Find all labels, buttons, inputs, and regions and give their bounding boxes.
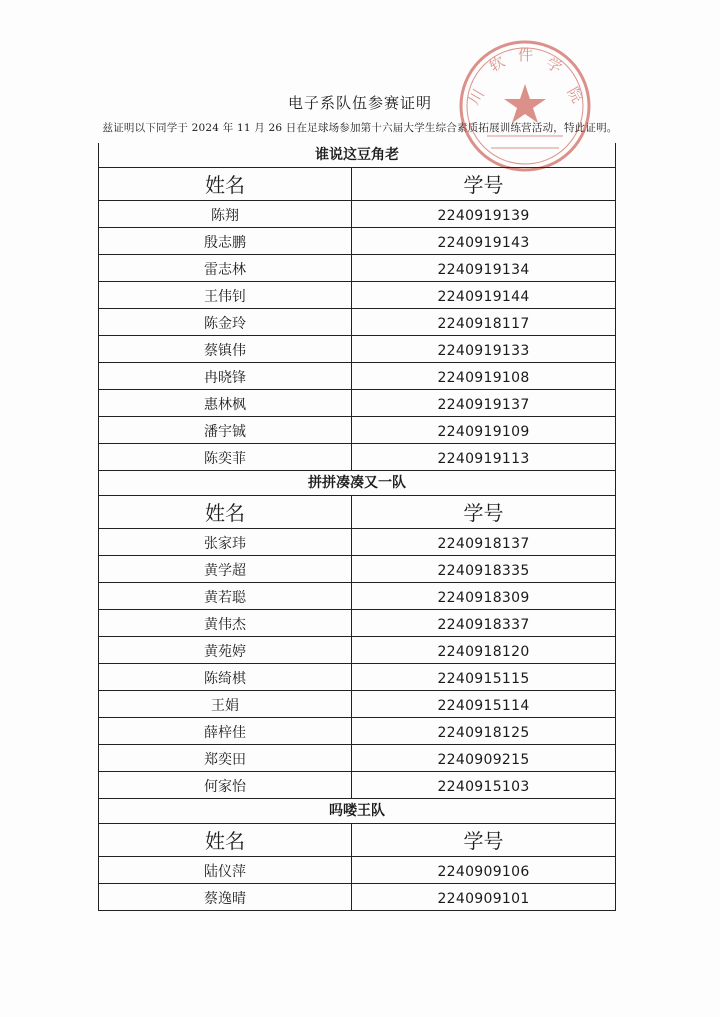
table-row: [99, 390, 615, 417]
svg-text:学: 学: [543, 53, 566, 77]
table-row: [99, 336, 615, 363]
column-header-name: 姓名: [99, 824, 352, 856]
member-name: 冉晓锋: [99, 363, 352, 389]
table-row: [99, 884, 615, 910]
column-header-student-id: 学号: [463, 501, 504, 525]
member-student-id: 2240919113: [437, 451, 530, 467]
svg-text:川: 川: [464, 85, 488, 108]
member-student-id: 2240909106: [437, 864, 530, 880]
team-name: 吗喽王队: [99, 799, 615, 824]
member-student-id: 2240919137: [437, 397, 530, 413]
member-student-id: 2240919109: [437, 424, 530, 440]
team-name: 拼拼凑凑又一队: [99, 471, 615, 496]
member-student-id: 2240909101: [437, 891, 530, 907]
member-student-id: 2240919134: [437, 262, 530, 278]
member-name: 蔡逸晴: [99, 884, 352, 910]
member-name: 张家玮: [99, 529, 352, 555]
member-name: 殷志鹏: [99, 228, 352, 254]
team-roster-table: [98, 143, 616, 911]
member-name: 陆仪萍: [99, 857, 352, 883]
column-header-student-id: 学号: [463, 173, 504, 197]
table-row: [99, 309, 615, 336]
certification-statement: 兹证明以下同学于 2024 年 11 月 26 日在足球场参加第十六届大学生综合素质拓展训练营活动，特此证明。: [102, 122, 618, 134]
table-row: [99, 444, 615, 471]
member-name: 潘宇铖: [99, 417, 352, 443]
member-name: 蔡镇伟: [99, 336, 352, 362]
table-row: [99, 255, 615, 282]
member-student-id: 2240918120: [437, 644, 530, 660]
member-name: 黄伟杰: [99, 610, 352, 636]
table-row: [99, 664, 615, 691]
team-name: 谁说这豆角老: [99, 143, 615, 168]
member-student-id: 2240919133: [437, 343, 530, 359]
member-name: 惠林枫: [99, 390, 352, 416]
table-row: [99, 201, 615, 228]
member-student-id: 2240918117: [437, 316, 530, 332]
member-name: 黄学超: [99, 556, 352, 582]
table-row: [99, 583, 615, 610]
member-name: 王伟钊: [99, 282, 352, 308]
member-student-id: 2240918125: [437, 725, 530, 741]
table-header-row: [99, 168, 615, 201]
document-title: 电子系队伍参赛证明: [287, 94, 432, 112]
table-row: [99, 857, 615, 884]
member-name: 雷志林: [99, 255, 352, 281]
svg-text:院: 院: [563, 84, 587, 107]
member-student-id: 2240918337: [437, 617, 530, 633]
table-header-row: [99, 824, 615, 857]
member-student-id: 2240918137: [437, 536, 530, 552]
table-row: [99, 363, 615, 390]
member-name: 黄苑婷: [99, 637, 352, 663]
table-row: [99, 417, 615, 444]
table-row: [99, 282, 615, 309]
table-header-row: [99, 496, 615, 529]
table-row: [99, 772, 615, 799]
table-row: [99, 745, 615, 772]
table-row: [99, 529, 615, 556]
table-row: [99, 228, 615, 255]
star-icon: [504, 84, 546, 123]
table-row: [99, 691, 615, 718]
member-student-id: 2240919108: [437, 370, 530, 386]
table-row: [99, 610, 615, 637]
member-student-id: 2240919144: [437, 289, 530, 305]
svg-text:软: 软: [486, 52, 509, 76]
table-row: [99, 556, 615, 583]
member-name: 薛梓佳: [99, 718, 352, 744]
column-header-student-id: 学号: [463, 829, 504, 853]
member-student-id: 2240919139: [437, 208, 530, 224]
svg-text:件: 件: [518, 46, 534, 64]
table-row: [99, 637, 615, 664]
column-header-name: 姓名: [99, 496, 352, 528]
member-name: 黄若聪: [99, 583, 352, 609]
member-student-id: 2240915114: [437, 698, 530, 714]
member-student-id: 2240918335: [437, 563, 530, 579]
member-name: 郑奕田: [99, 745, 352, 771]
member-student-id: 2240918309: [437, 590, 530, 606]
member-name: 陈绮棋: [99, 664, 352, 690]
column-header-name: 姓名: [99, 168, 352, 200]
member-student-id: 2240915103: [437, 779, 530, 795]
member-student-id: 2240919143: [437, 235, 530, 251]
member-name: 何家怡: [99, 772, 352, 798]
table-row: [99, 718, 615, 745]
member-name: 陈翔: [99, 201, 352, 227]
member-name: 陈奕菲: [99, 444, 352, 470]
member-name: 王娟: [99, 691, 352, 717]
member-student-id: 2240915115: [437, 671, 530, 687]
member-student-id: 2240909215: [437, 752, 530, 768]
member-name: 陈金玲: [99, 309, 352, 335]
